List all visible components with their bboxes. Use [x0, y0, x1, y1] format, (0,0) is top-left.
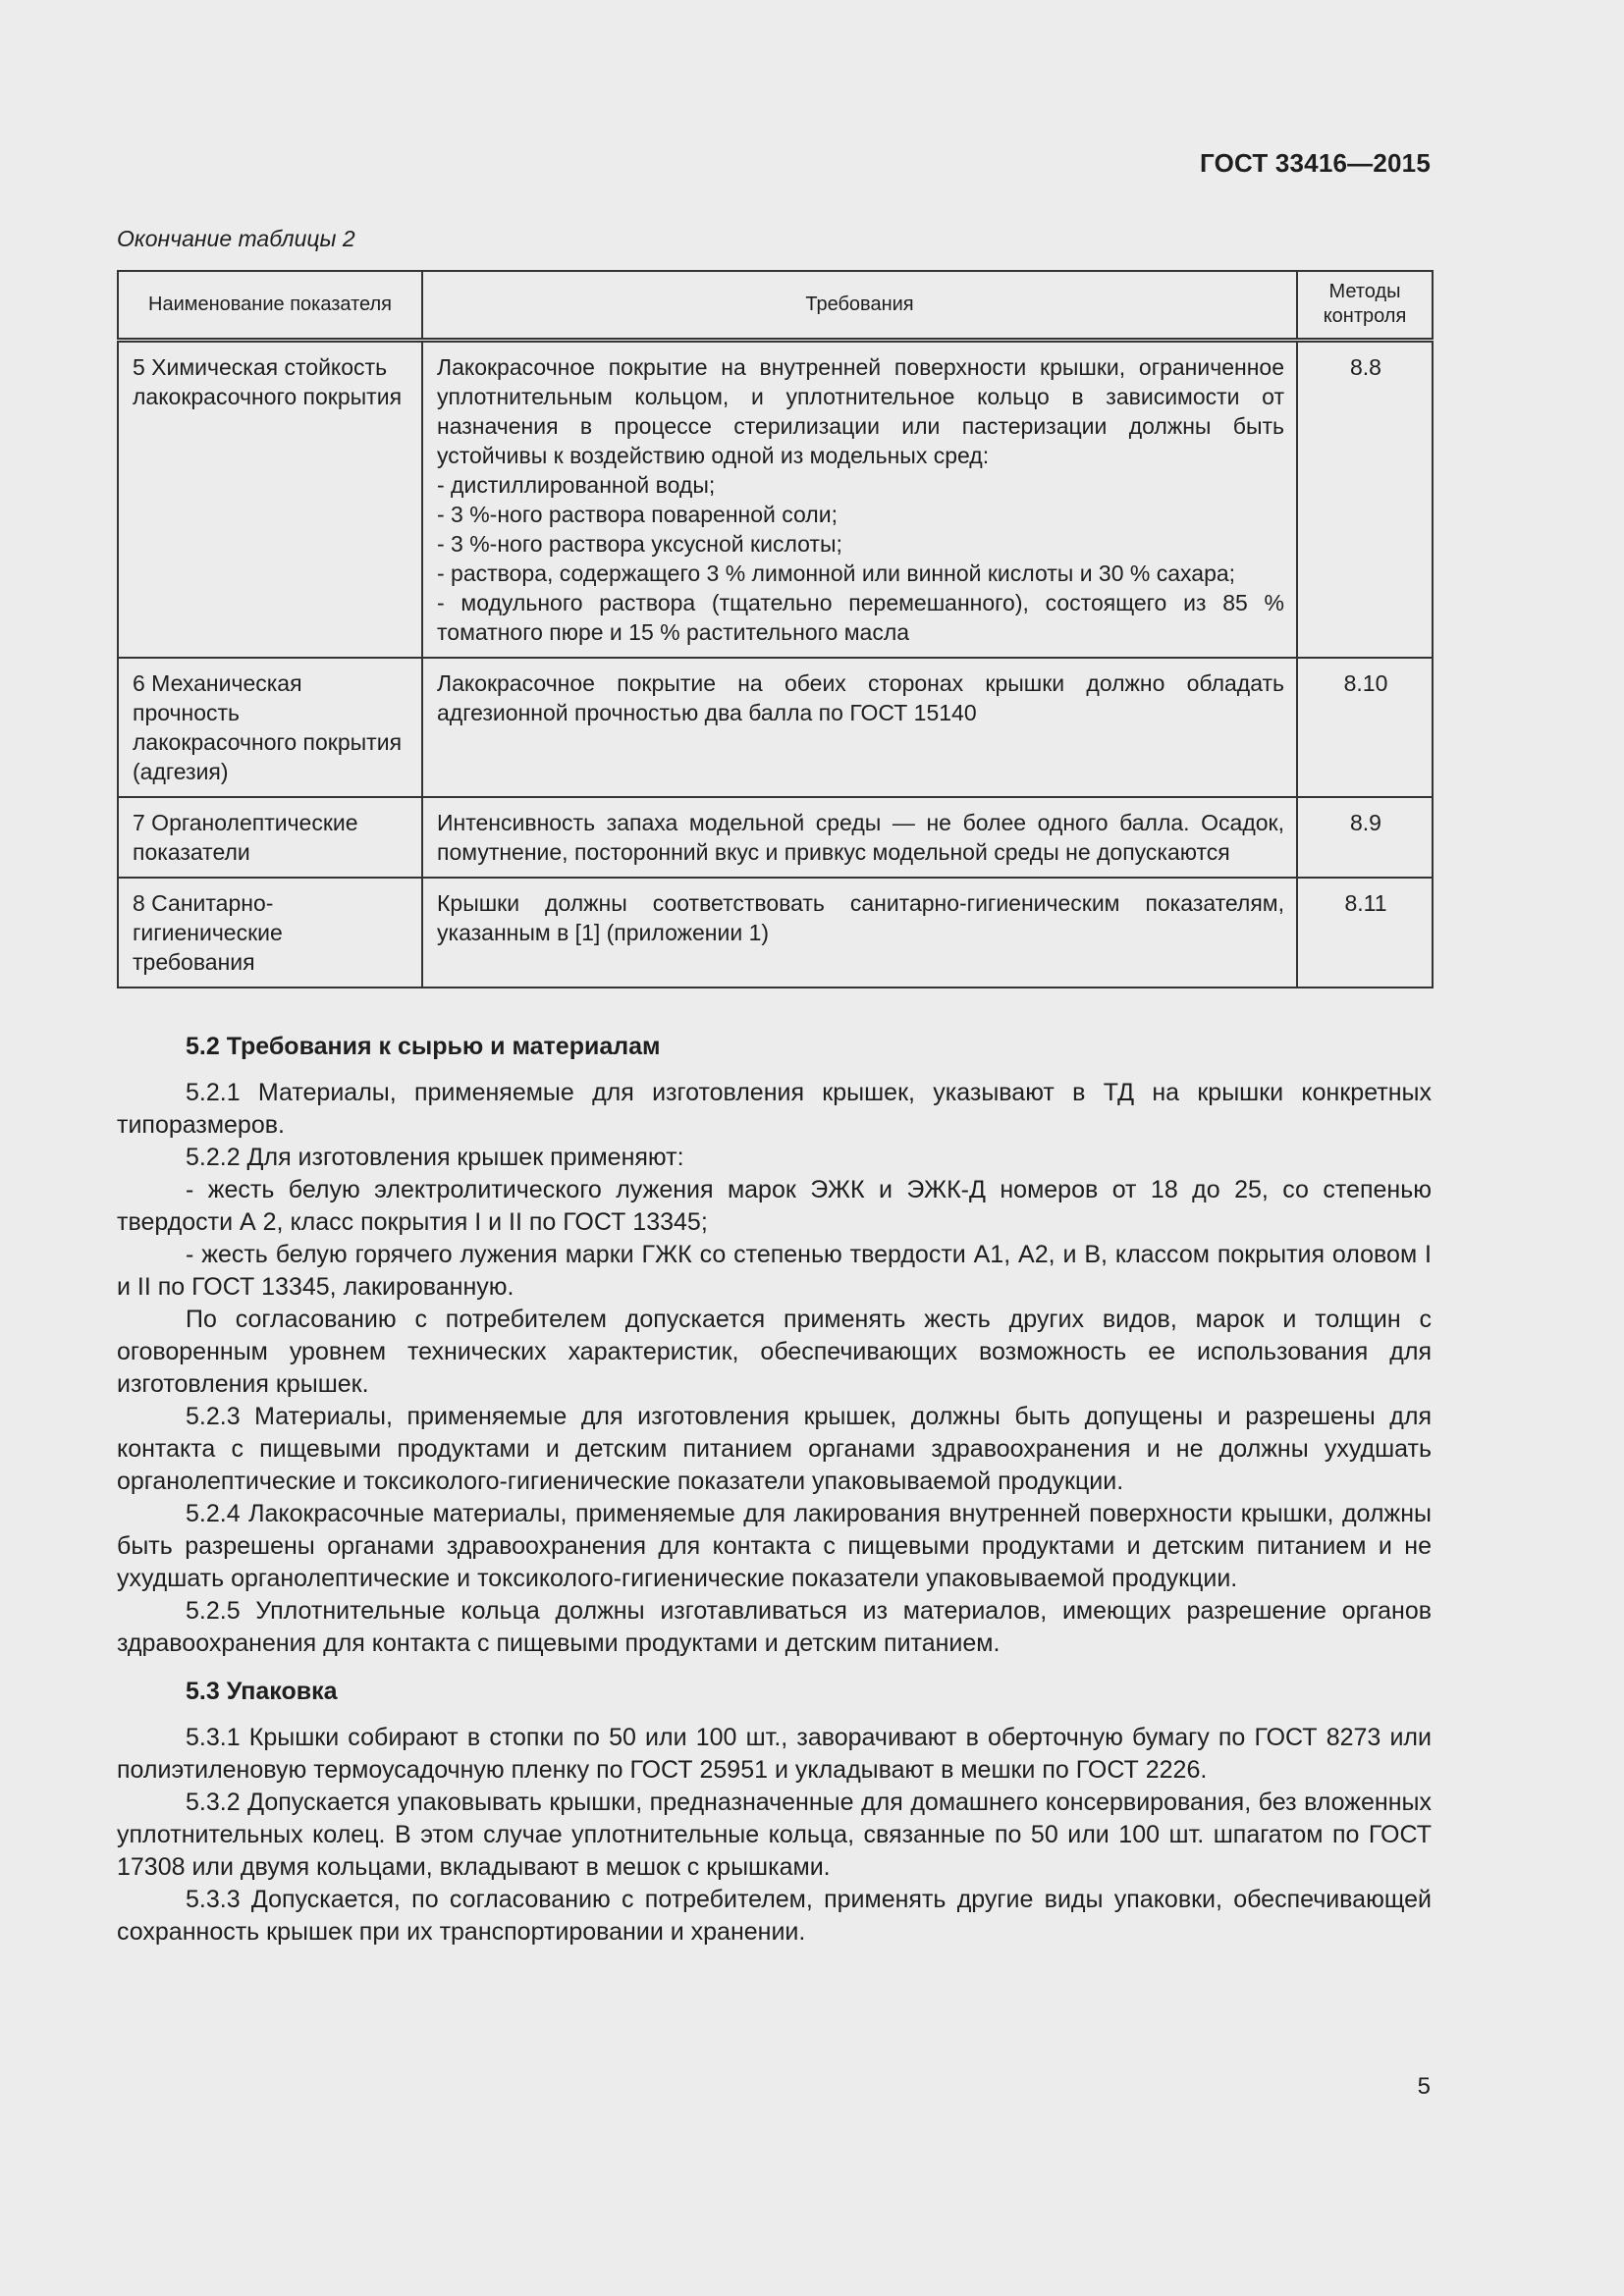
requirement-line: - дистиллированной воды; [437, 472, 716, 498]
indicator-name: 6 Механическая прочность лакокрасочного покрытия (адгезия) [118, 658, 422, 797]
paragraph: 5.2.2 Для изготовления крышек применяют: [186, 1144, 684, 1171]
requirement-text [422, 797, 1297, 878]
requirement-line: - модульного раствора (тщательно перемешанного), состоящего из 85 % томатного пюре и 15 % растительного масла [437, 590, 1284, 645]
requirement-line: Интенсивность запаха модельной среды — не более одного балла. Осадок, помутнение, посторонний вкус и привкус модельной среды не допускаются [437, 810, 1284, 865]
requirements-table [117, 270, 1434, 988]
list-item: - жесть белую электролитического лужения марок ЭЖК и ЭЖК-Д номеров от 18 до 25, со степенью твердости А 2, класс покрытия I и II по ГОСТ 13345; [117, 1176, 1432, 1236]
table-row [118, 797, 1433, 878]
paragraph: 5.2.4 Лакокрасочные материалы, применяемые для лакирования внутренней поверхности крышки, должны быть разрешены органами здравоохранения для контакта с пищевыми продуктами и детским питанием и не ухудшать органолептические и токсиколого-гигиенические показатели упаковываемой продукции. [117, 1500, 1432, 1592]
requirement-text [422, 878, 1297, 988]
paragraph: По согласованию с потребителем допускается применять жесть других видов, марок и толщин с оговоренным уровнем технических характеристик, обеспечивающих возможность ее использования для изготовления крышек. [117, 1306, 1432, 1398]
section-title: 5.2 Требования к сырью и материалам [186, 1033, 661, 1060]
paragraph: 5.2.3 Материалы, применяемые для изготовления крышек, должны быть допущены и разрешены для контакта с пищевыми продуктами и детским питанием органами здравоохранения и не должны ухудшать органолептические и токсиколого-гигиенические показатели упаковываемой продукции. [117, 1403, 1432, 1495]
requirement-line: Крышки должны соответствовать санитарно-гигиеническим показателям, указанным в [1] (приложении 1) [437, 890, 1284, 945]
indicator-name: 8 Санитарно-гигиенические требования [118, 878, 422, 988]
section-title: 5.3 Упаковка [186, 1678, 338, 1705]
indicator-name: 5 Химическая стойкость лакокрасочного покрытия [118, 341, 422, 659]
paragraph: 5.3.1 Крышки собирают в стопки по 50 или 100 шт., заворачивают в оберточную бумагу по ГОСТ 8273 или полиэтиленовую термоусадочную пленку по ГОСТ 25951 и укладывают в мешки по ГОСТ 2226. [117, 1724, 1432, 1784]
control-method: 8.10 [1297, 658, 1433, 797]
column-header-requirements: Требования [422, 271, 1297, 341]
requirement-line: - 3 %-ного раствора уксусной кислоты; [437, 531, 842, 557]
table-header-row [118, 271, 1433, 341]
requirement-text [422, 341, 1297, 659]
requirement-line: Лакокрасочное покрытие на обеих сторонах крышки должно обладать адгезионной прочностью два балла по ГОСТ 15140 [437, 670, 1284, 725]
requirement-text [422, 658, 1297, 797]
requirement-line: - раствора, содержащего 3 % лимонной или винной кислоты и 30 % сахара; [437, 561, 1236, 586]
column-header-name: Наименование показателя [118, 271, 422, 341]
control-method: 8.11 [1297, 878, 1433, 988]
section-5-2 [117, 1031, 1432, 1660]
indicator-name: 7 Органолептические показатели [118, 797, 422, 878]
column-header-methods: Методы контроля [1297, 271, 1433, 341]
control-method: 8.9 [1297, 797, 1433, 878]
paragraph: 5.2.5 Уплотнительные кольца должны изготавливаться из материалов, имеющих разрешение органов здравоохранения для контакта с пищевыми продуктами и детским питанием. [117, 1597, 1432, 1657]
paragraph: 5.3.2 Допускается упаковывать крышки, предназначенные для домашнего консервирования, без вложенных уплотнительных колец. В этом случае уплотнительные кольца, связанные по 50 или 100 шт. шпагатом по ГОСТ 17308 или двумя кольцами, вкладывают в мешок с крышками. [117, 1789, 1432, 1881]
paragraph: 5.2.1 Материалы, применяемые для изготовления крышек, указывают в ТД на крышки конкретных типоразмеров. [117, 1079, 1432, 1139]
requirement-line: - 3 %-ного раствора поваренной соли; [437, 502, 838, 527]
main-text [117, 1031, 1432, 1949]
paragraph: 5.3.3 Допускается, по согласованию с потребителем, применять другие виды упаковки, обеспечивающей сохранность крышек при их транспортировании и хранении. [117, 1886, 1432, 1946]
document-code: ГОСТ 33416—2015 [1200, 148, 1431, 178]
table-row [118, 341, 1433, 659]
table-row [118, 878, 1433, 988]
table-row [118, 658, 1433, 797]
control-method: 8.8 [1297, 341, 1433, 659]
page-number: 5 [1417, 2073, 1431, 2100]
table-caption: Окончание таблицы 2 [117, 226, 355, 251]
list-item: - жесть белую горячего лужения марки ГЖК со степенью твердости А1, А2, и В, классом покрытия оловом I и II по ГОСТ 13345, лакированную. [117, 1241, 1432, 1301]
section-5-3 [117, 1676, 1432, 1949]
requirement-line: Лакокрасочное покрытие на внутренней поверхности крышки, ограниченное уплотнительным кольцом, и уплотнительное кольцо в зависимости от назначения в процессе стерилизации или пастеризации должны быть устойчивы к воздействию одной из модельных сред: [437, 354, 1284, 468]
